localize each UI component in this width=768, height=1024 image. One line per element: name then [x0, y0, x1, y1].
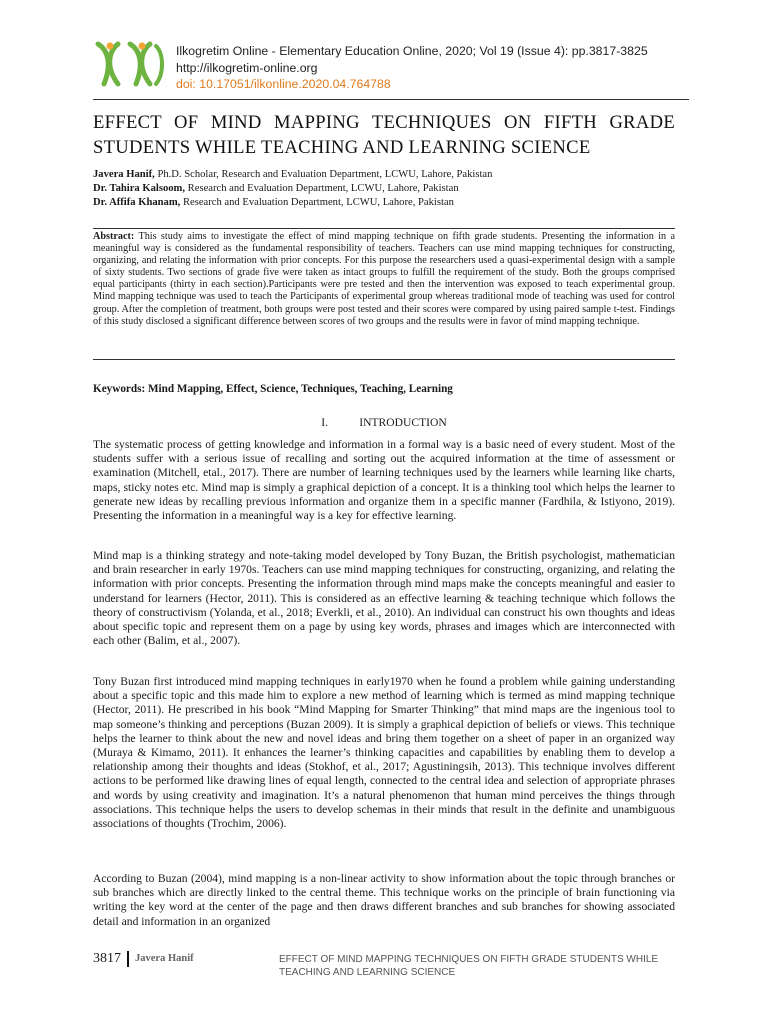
footer-separator	[127, 951, 129, 967]
author-name: Javera Hanif,	[93, 169, 155, 180]
body-paragraph: The systematic process of getting knowledge and information in a formal way is a basic need of every student. Most of the students suffer with a serious issue of recalling and sorting out the acquired information at the time of assessment or examination (Mitchell, etal., 2017). There are number of learning techniques used by the learners while learning like charts, maps, sticky notes etc. Mind map is simply a graphical depiction of a concept. It is a thinking tool which helps the learner to generate new ideas by recalling previous information and organize them in a specific manner (Fardhila, & Istiyono, 2019). Presenting the information in a meaningful way is a key for effective learning.	[93, 438, 675, 523]
abstract-text: This study aims to investigate the effect of mind mapping technique on fifth grade students. Presenting the information in a meaningful way is considered as the fundamental responsibility of teachers. Teachers can use mind mapping techniques for constructing, organizing, and relating the information with prior concepts. For this purpose the researchers used a quasi-experimental design with a sample of sixty students. Two sections of grade five were taken as intact groups to fulfill the requirement of the study. Both the groups comprised equal participants (thirty in each section).Participants were pre tested and then the intervention was exposed to teach experimental group. Mind mapping technique was used to teach the Participants of experimental group whereas traditional mode of teaching was used for control group. After the completion of treatment, both groups were post tested and their scores were compared by using paired sample t-test. Findings of this study disclosed a significant difference between scores of two groups and the results were in favor of mind mapping technique.	[93, 231, 675, 327]
section-title: INTRODUCTION	[359, 416, 447, 429]
body-paragraph: According to Buzan (2004), mind mapping is a non-linear activity to show information about the topic through branches or sub branches which are directly linked to the central theme. This technique works on the principle of brain functioning via writing the key word at the center of the page and then draws different branches and sub branches for showing associated detail and information in an organized	[93, 872, 675, 928]
author-entry	[93, 196, 492, 210]
journal-citation: Ilkogretim Online - Elementary Education Online, 2020; Vol 19 (Issue 4): pp.3817-3825	[176, 44, 648, 58]
journal-info	[176, 43, 648, 93]
page-number: 3817	[93, 951, 121, 966]
abstract-bottom-divider	[93, 359, 675, 360]
header-divider	[93, 99, 689, 100]
journal-logo-icon	[94, 40, 166, 88]
footer-author: Javera Hanif	[135, 953, 194, 964]
journal-url[interactable]: http://ilkogretim-online.org	[176, 60, 318, 75]
section-number: I.	[321, 416, 328, 429]
author-affiliation: Ph.D. Scholar, Research and Evaluation Department, LCWU, Lahore, Pakistan	[154, 169, 493, 180]
author-affiliation: Research and Evaluation Department, LCWU, Lahore, Pakistan	[185, 182, 459, 194]
author-affiliation: Research and Evaluation Department, LCWU, Lahore, Pakistan	[180, 196, 454, 208]
author-name: Dr. Affifa Khanam,	[93, 196, 181, 208]
author-entry	[93, 168, 492, 182]
body-paragraph: Tony Buzan first introduced mind mapping techniques in early1970 when he found a problem while gaining understanding about a specific topic and this made him to explore a new method of learning which is termed as mind mapping technique (Hector, 2011). He prescribed in his book “Mind Mapping for Smarter Thinking” that mind maps are the ingenious tool to map someone’s thinking and perceptions (Buzan 2009). It is simply a graphical depiction of beliefs or views. This technique helps the learner to think about the new and novel ideas and bring them together on a sheet of paper in an organized way (Muraya & Kimamo, 2011). It enhances the learner’s thinking capacities and capabilities by enabling them to develop a relationship among their thoughts and ideas (Stokhof, et al., 2017; Agustiningsih, 2013). This technique involves different actions to be performed like drawing lines of equal length, connected to the central idea and selection of appropriate phrases and words by using creativity and imagination. It’s a natural phenomenon that human mind perceives the things through associations. This technique helps the users to develop schemas in their minds that result in the definite and unambiguous associations of thoughts (Trochim, 2006).	[93, 675, 675, 831]
keywords: Keywords: Mind Mapping, Effect, Science, Techniques, Teaching, Learning	[93, 383, 453, 395]
author-list	[93, 168, 492, 209]
abstract	[93, 231, 675, 328]
doi-link[interactable]: doi: 10.17051/ilkonline.2020.04.764788	[176, 77, 391, 91]
author-entry	[93, 182, 492, 196]
abstract-top-divider	[93, 228, 675, 229]
body-paragraph: Mind map is a thinking strategy and note-taking model developed by Tony Buzan, the British psychologist, mathematician and brain researcher in early 1970s. Teachers can use mind mapping techniques for constructing, organizing, and relating the information with prior concepts. Presenting the information through mind maps make the concepts meaningful and easier to understand for learners (Hector, 2011). This is considered as an effective learning & teaching technique which follows the theory of constructivism (Yolanda, et al., 2018; Everkli, et al., 2010). An individual can construct his own thoughts and ideas about specific topic and represent them on a page by using key words, phrases and images which are interconnected with each other (Balim, et al., 2007).	[93, 549, 675, 648]
section-heading	[93, 416, 675, 429]
author-name: Dr. Tahira Kalsoom,	[93, 182, 186, 194]
running-title: EFFECT OF MIND MAPPING TECHNIQUES ON FIFTH GRADE STUDENTS WHILE TEACHING AND LEARNING SCIENCE	[279, 954, 659, 978]
abstract-label: Abstract:	[93, 231, 135, 242]
paper-title: EFFECT OF MIND MAPPING TECHNIQUES ON FIFTH GRADE STUDENTS WHILE TEACHING AND LEARNING SCIENCE	[93, 112, 675, 158]
